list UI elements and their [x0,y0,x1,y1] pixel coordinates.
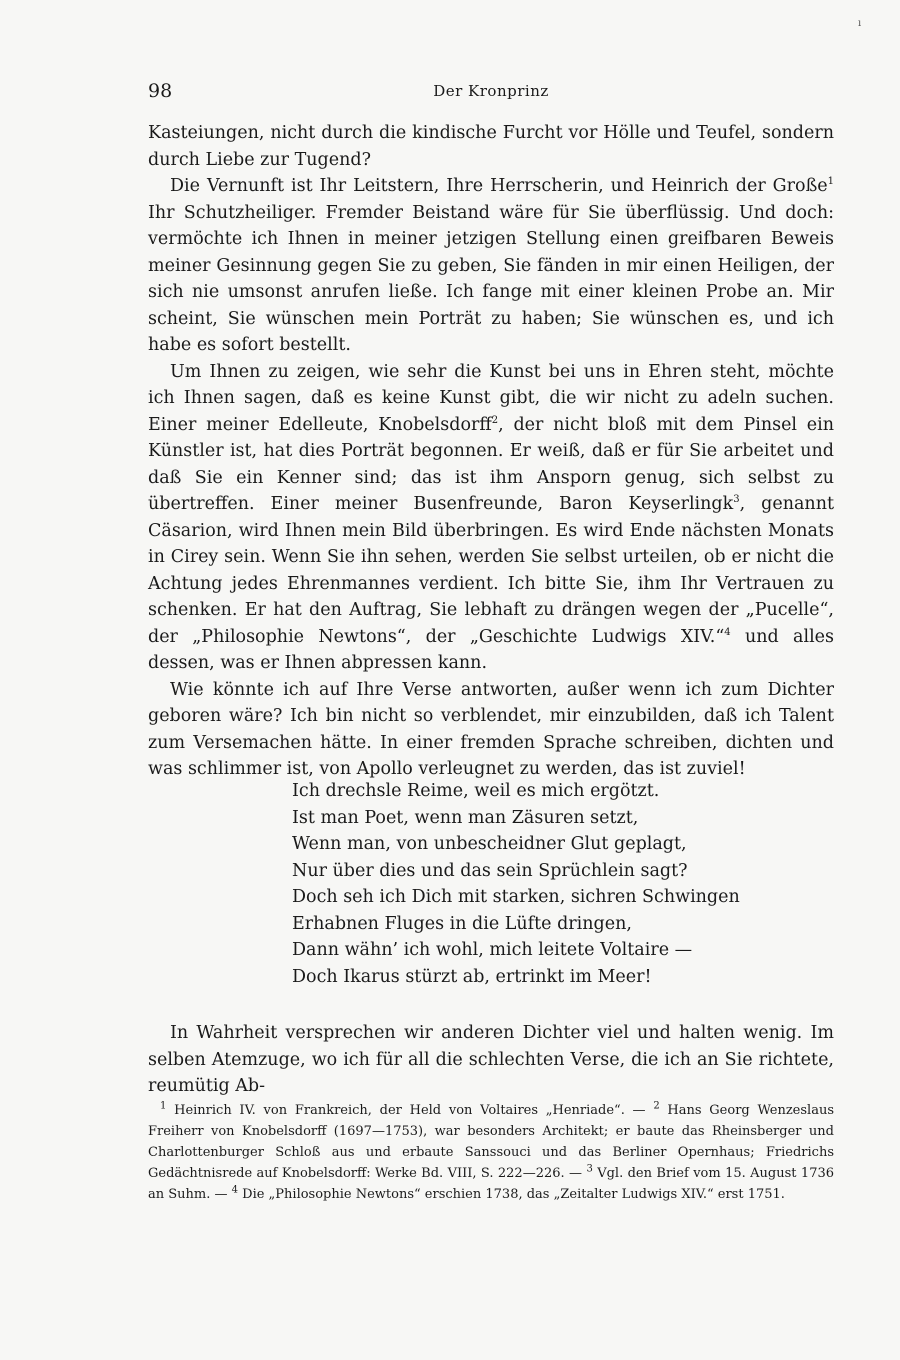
poem-line: Doch seh ich Dich mit starken, sichren Schwingen [292,887,740,907]
paragraph-2 [148,173,834,359]
footnote-block [148,1100,834,1205]
footnote-ref-1: 1 [827,176,834,188]
paragraph-3-text-d: und alles dessen, was er Ihnen abpressen kann. [148,626,834,673]
paragraph-3 [148,359,834,677]
paragraph-1: Kasteiungen, nicht durch die kindische Furcht vor Hölle und Teufel, sondern durch Liebe zur Tugend? [148,123,834,170]
footnote-ref-4: 4 [724,626,731,638]
poem-line: Ist man Poet, wenn man Zäsuren setzt, [292,807,639,828]
page-number: 98 [148,80,173,102]
corner-mark: ı [858,18,862,29]
footnote-2: Hans Georg Wenzeslaus Freiherr von Knobelsdorff (1697—1753), war besonders Architekt; er baute das Rheinsberger und Charlottenburger Schloß aus und erbaute Sanssouci und das Berliner Opernhaus; Friedrichs Gedächtnisrede auf Knobelsdorff: Werke Bd. VIII, S. 222—226. — [148,1103,835,1181]
poem-line: Erhabnen Fluges in die Lüfte dringen, [292,913,632,934]
footnote-ref-2: 2 [491,414,499,426]
poem-line: Ich drechsle Reime, weil es mich ergötzt. [292,781,660,801]
page-header [148,80,834,104]
footnote-1: Heinrich IV. von Frankreich, der Held von Voltaires „Henriade“. — [166,1103,654,1118]
paragraph-4: Wie könnte ich auf Ihre Verse antworten, außer wenn ich zum Dichter geboren wäre? Ich bin nicht so verblendet, mir einzubilden, daß ich Talent zum Versemachen hätte. In einer fremden Sprache schreiben, dichten und was schlimmer ist, von Apollo verleugnet zu werden, das ist zuviel! [148,679,834,779]
poem-line: Nur über dies und das sein Sprüchlein sagt? [292,860,688,881]
poem-line: Dann wähn’ ich wohl, mich leitete Voltaire — [292,940,693,960]
footnote-3: Vgl. den Brief vom 15. August 1736 an Suhm. — [148,1166,835,1202]
footnote-mark-4: 4 [231,1184,239,1196]
footnote-mark-2: 2 [653,1100,660,1112]
footnote-mark-3: 3 [586,1163,593,1175]
paragraph-2-text-b: Ihr Schutzheiliger. Fremder Beistand wäre für Sie überflüssig. Und doch: vermöchte ich Ihnen in meiner jetzigen Stellung einen greifbaren Beweis meiner Gesinnung gegen Sie zu geben, Sie fänden in mir einen Heiligen, der sich nie umsonst anrufen ließe. Ich fange mit einer kleinen Probe an. Mir scheint, Sie wünschen mein Porträt zu haben; Sie wünschen es, und ich habe es sofort bestellt. [148,202,834,355]
paragraph-3-text-a: Um Ihnen zu zeigen, wie sehr die Kunst bei uns in Ehren steht, möchte ich Ihnen sagen, daß es keine Kunst gibt, die wir nicht zu adeln suchen. Einer meiner Edelleute, Knobelsdorff [148,361,834,435]
poem [292,778,752,990]
footnotes [148,1100,834,1205]
footnote-4: Die „Philosophie Newtons“ erschien 1738, das „Zeitalter Ludwigs XIV.“ erst 1751. [238,1187,785,1202]
running-title: Der Kronprinz [433,82,549,100]
footnote-ref-3: 3 [733,494,740,506]
footnote-mark-1: 1 [160,1100,167,1112]
paragraph-2-text-a: Die Vernunft ist Ihr Leitstern, Ihre Herrscherin, und Heinrich der Große [170,176,828,196]
paragraph-3-text-c: , genannt Cäsarion, wird Ihnen mein Bild überbringen. Es wird Ende nächsten Monats in Cirey sein. Wenn Sie ihn sehen, werden Sie selbst urteilen, ob er nicht die Achtung jedes Ehrenmannes verdient. Ich bitte Sie, ihm Ihr Vertrauen zu schenken. Er hat den Auftrag, Sie lebhaft zu drängen wegen der „Pucelle“, der „Philosophie Newtons“, der „Geschichte Ludwigs XIV.“ [148,494,834,647]
main-text [148,120,834,783]
paragraph-after-poem: In Wahrheit versprechen wir anderen Dichter viel und halten wenig. Im selben Atemzuge, wo ich für all die schlechten Verse, die ich an Sie richtete, reumütig Ab- [148,1023,834,1096]
poem-line: Wenn man, von unbescheidner Glut geplagt, [292,834,687,854]
poem-line: Doch Ikarus stürzt ab, ertrinkt im Meer! [292,966,652,987]
paragraph-3-text-b: , der nicht bloß mit dem Pinsel ein Künstler ist, hat dies Porträt begonnen. Er weiß, daß er für Sie arbeitet und daß Sie ein Kenner sind; das ist ihm Ansporn genug, sich selbst zu übertreffen. Einer meiner Busenfreunde, Baron Keyserlingk [148,414,834,514]
